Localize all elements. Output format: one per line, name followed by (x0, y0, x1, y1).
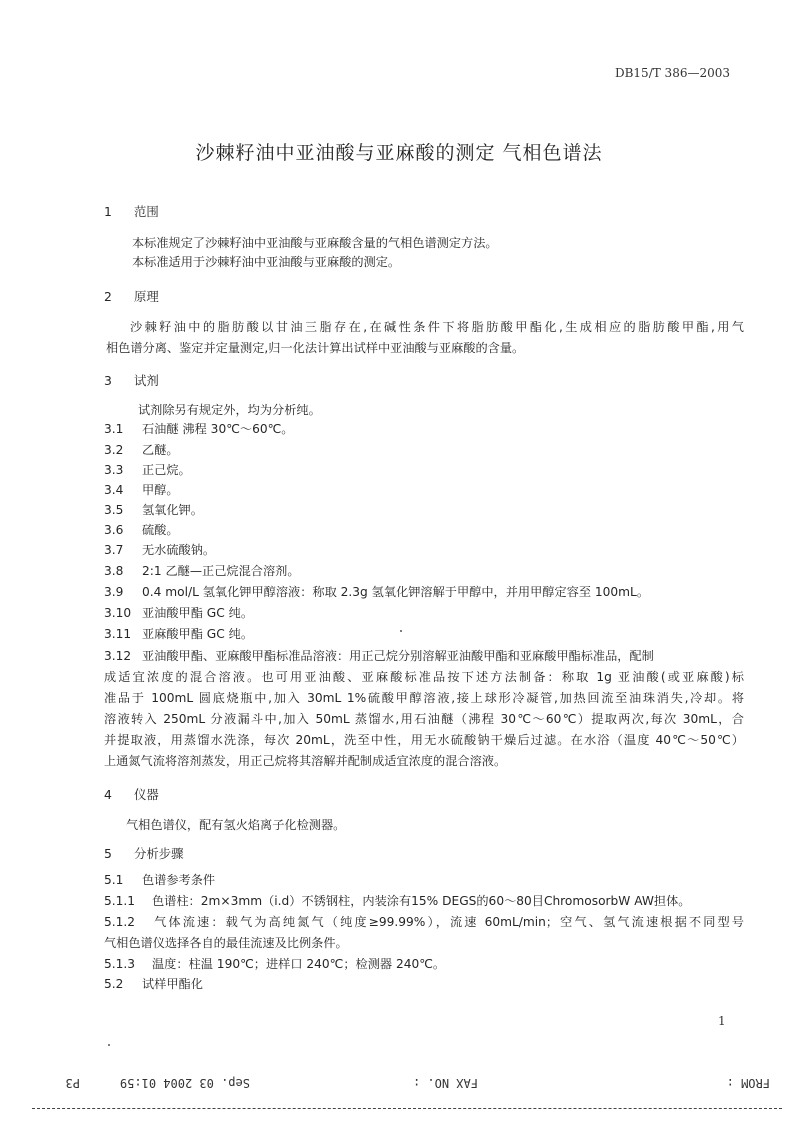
reagent-item: 3.1 石油醚 沸程 30℃～60℃。 (104, 422, 294, 436)
fax-from: FROM : (726, 1076, 770, 1090)
fax-date-time: Sep. 03 2004 01:59 (119, 1076, 250, 1090)
section-2-heading: 2 原理 (104, 289, 159, 304)
reagent-item: 3.9 0.4 mol/L 氢氧化钾甲醇溶液：称取 2.3g 氢氧化钾溶解于甲醇中，并用甲醇定容至 100mL。 (104, 585, 650, 599)
reagent-item-3-12: 3.12 亚油酸甲酯、亚麻酸甲酯标准品溶液：用正己烷分别溶解亚油酸甲酯和亚麻酸甲酯标准品，配制 (104, 649, 654, 663)
section-4-heading: 4 仪器 (104, 787, 159, 802)
paragraph-line: 溶液转入 250mL 分液漏斗中,加入 50mL 蒸馏水,用石油醚（沸程 30℃～60℃）提取两次,每次 30mL，合 (104, 712, 744, 726)
reagent-item: 3.2 乙醚。 (104, 443, 179, 457)
reagent-item: 3.4 甲醇。 (104, 483, 179, 497)
procedure-item: 5.2 试样甲酯化 (104, 977, 203, 991)
paragraph-line: 成适宜浓度的混合溶液。也可用亚油酸、亚麻酸标准品按下述方法制备：称取 1g 亚油酸(或亚麻酸)标 (104, 670, 744, 684)
section-3-heading: 3 试剂 (104, 373, 159, 388)
paragraph-line: 相色谱分离、鉴定并定量测定,归一化法计算出试样中亚油酸与亚麻酸的含量。 (106, 341, 525, 355)
paragraph-line: 沙棘籽油中的脂肪酸以甘油三脂存在,在碱性条件下将脂肪酸甲酯化,生成相应的脂肪酸甲酯,用气 (130, 320, 744, 334)
reagent-item: 3.5 氢氧化钾。 (104, 503, 203, 517)
paragraph-line: 准品于 100mL 圆底烧瓶中,加入 30mL 1%硫酸甲醇溶液,接上球形冷凝管,加热回流至油珠消失,冷却。将 (104, 691, 744, 705)
page-number: 1 (718, 1014, 726, 1028)
reagent-item: 3.11 亚麻酸甲酯 GC 纯。 (104, 627, 254, 641)
reagent-item: 3.6 硫酸。 (104, 523, 179, 537)
procedure-item: 5.1 色谱参考条件 (104, 873, 216, 887)
paragraph-line: 气相色谱仪，配有氢火焰离子化检测器。 (126, 818, 346, 832)
fax-number: FAX NO. : (412, 1076, 478, 1090)
fax-footer (58, 1072, 770, 1092)
page-bottom-divider (32, 1108, 782, 1109)
reagent-item: 3.3 正己烷。 (104, 463, 191, 477)
procedure-item: 5.1.2 气体流速：载气为高纯氮气（纯度≥99.99%），流速 60mL/min；空气、氢气流速根据不同型号 (104, 915, 744, 929)
procedure-item: 5.1.1 色谱柱：2m×3mm（i.d）不锈钢柱，内装涂有15% DEGS的60～80目ChromosorbW AW担体。 (104, 894, 691, 908)
section-5-heading: 5 分析步骤 (104, 846, 184, 861)
section-1-heading: 1 范围 (104, 204, 159, 219)
paragraph-line: 气相色谱仪选择各自的最佳流速及比例条件。 (104, 936, 348, 950)
paragraph-line: 上通氮气流将溶剂蒸发，用正己烷将其溶解并配制成适宜浓度的混合溶液。 (104, 754, 507, 768)
document-title: 沙棘籽油中亚油酸与亚麻酸的测定 气相色谱法 (195, 142, 603, 164)
procedure-item: 5.1.3 温度：柱温 190℃；进样口 240℃；检测器 240℃。 (104, 957, 446, 971)
reagent-item: 3.7 无水硫酸钠。 (104, 543, 216, 557)
paragraph-line: 本标准适用于沙棘籽油中亚油酸与亚麻酸的测定。 (132, 255, 401, 269)
standard-code: DB15/T 386—2003 (614, 66, 730, 80)
paragraph-line: 本标准规定了沙棘籽油中亚油酸与亚麻酸含量的气相色谱测定方法。 (132, 236, 498, 250)
reagent-item: 3.8 2:1 乙醚—正己烷混合溶剂。 (104, 564, 300, 578)
scan-speck (400, 630, 402, 632)
reagent-item: 3.10 亚油酸甲酯 GC 纯。 (104, 606, 254, 620)
reagent-intro: 试剂除另有规定外，均为分析纯。 (138, 403, 321, 417)
paragraph-line: 并提取液，用蒸馏水洗涤，每次 20mL，洗至中性，用无水硫酸钠干燥后过滤。在水浴（温度 40℃～50℃） (104, 733, 744, 747)
fax-page: P3 (65, 1076, 80, 1090)
scan-speck (108, 1044, 110, 1046)
